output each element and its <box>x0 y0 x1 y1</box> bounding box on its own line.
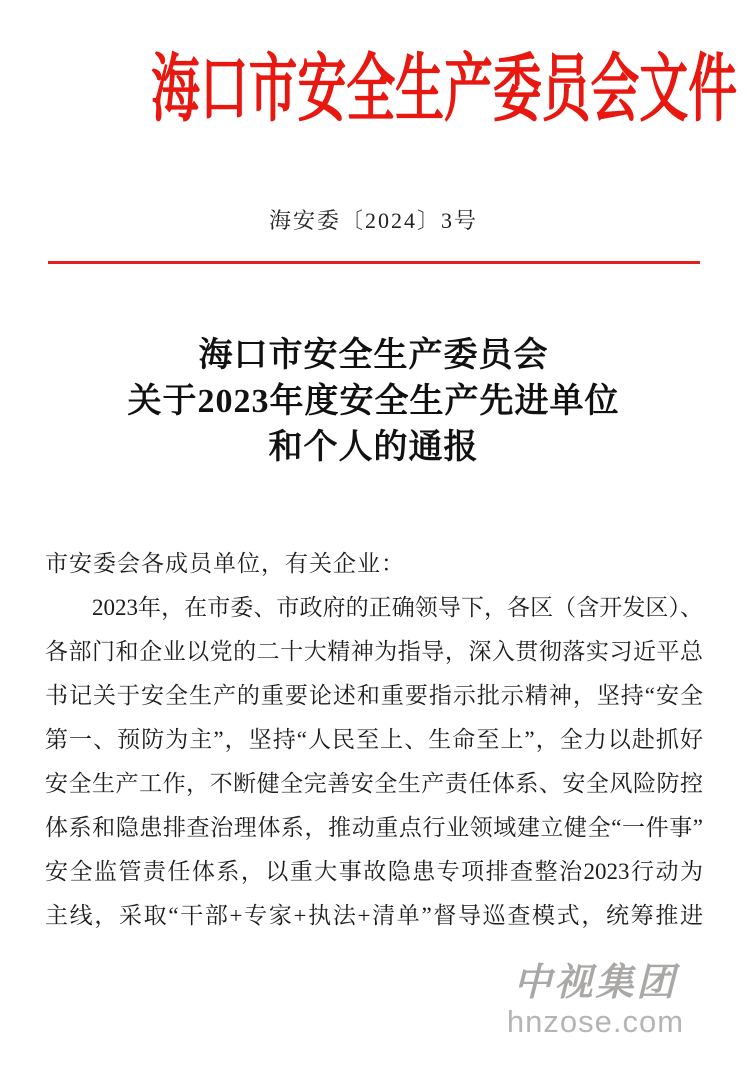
red-divider-line <box>48 261 700 264</box>
letterhead-banner <box>0 49 747 131</box>
body-line: 书记关于安全生产的重要论述和重要指示批示精神，坚持“安全 <box>45 683 703 708</box>
body-line: 安全监管责任体系，以重大事故隐患专项排查整治2023行动为 <box>45 859 703 884</box>
document-number: 海安委〔2024〕3号 <box>268 208 478 233</box>
letterhead-title: 海口市安全生产委员会文件 <box>150 49 738 131</box>
salutation-line: 市安委会各成员单位，有关企业： <box>45 551 405 576</box>
watermark <box>498 962 693 1039</box>
body-line: 各部门和企业以党的二十大精神为指导，深入贯彻落实习近平总 <box>45 639 703 664</box>
body-line: 安全生产工作，不断健全完善安全生产责任体系、安全风险防控 <box>45 771 703 796</box>
document-title-line-3: 和个人的通报 <box>268 429 479 466</box>
document-title <box>0 333 747 471</box>
document-title-line-2: 关于2023年度安全生产先进单位 <box>127 383 620 420</box>
body-paragraph <box>45 586 703 938</box>
watermark-brand: 中视集团 <box>513 962 678 1004</box>
watermark-domain: hnzose.com <box>506 1004 685 1039</box>
document-title-line-1: 海口市安全生产委员会 <box>198 337 549 374</box>
body-line: 第一、预防为主”，坚持“人民至上、生命至上”，全力以赴抓好 <box>45 727 703 752</box>
body-line: 2023年，在市委、市政府的正确领导下，各区（含开发区）、 <box>92 595 703 620</box>
body-line: 主线，采取“干部+专家+执法+清单”督导巡查模式，统筹推进 <box>45 903 703 928</box>
body-line: 体系和隐患排查治理体系，推动重点行业领域建立健全“一件事” <box>45 815 703 840</box>
